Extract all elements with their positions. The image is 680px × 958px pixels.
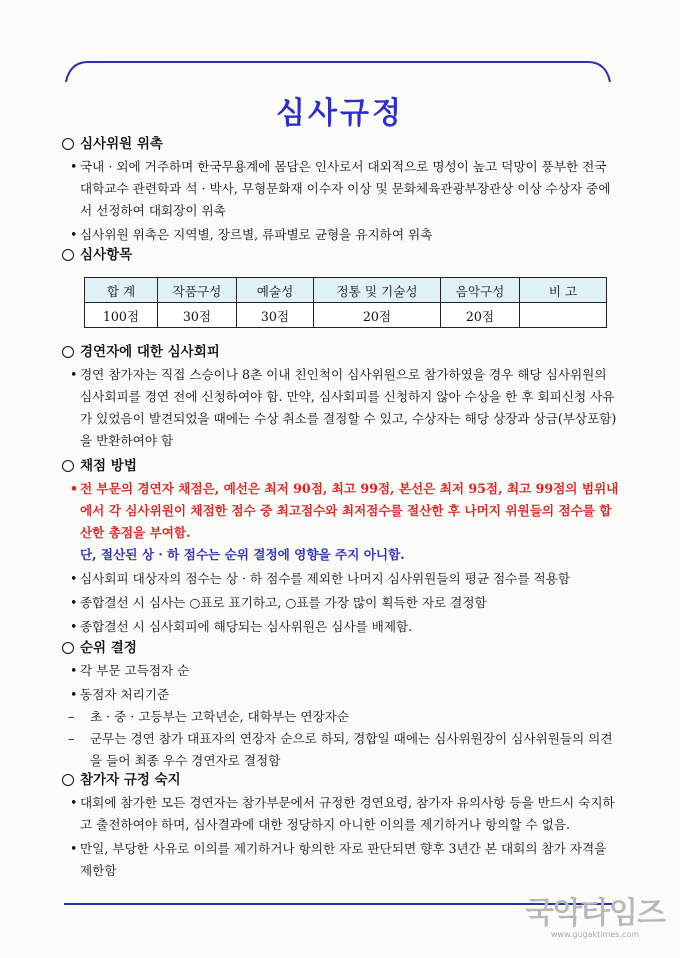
top-frame-line bbox=[64, 58, 612, 82]
section-participant-rules bbox=[62, 770, 622, 882]
bullet-dot-icon: • bbox=[70, 663, 78, 678]
section-judge-recusal bbox=[62, 342, 622, 452]
sub-item: – 초 · 중 · 고등부는 고학년순, 대학부는 연장자순 bbox=[62, 706, 622, 728]
list-item: • 종합결선 시 심사는 ○표로 표기하고, ○표를 가장 많이 획득한 자로 결정함 bbox=[62, 592, 622, 614]
table-cell: 30점 bbox=[158, 303, 237, 328]
table-header-cell: 비 고 bbox=[520, 278, 607, 303]
circle-bullet-icon bbox=[62, 346, 74, 358]
table-row bbox=[85, 303, 607, 328]
bullet-dot-icon: • bbox=[70, 227, 78, 242]
circle-bullet-icon bbox=[62, 460, 74, 472]
list-item: • 경연 참가자는 직접 스승이나 8촌 이내 친인척이 심사위원으로 참가하였을 경우 해당 심사위원의 심사회피를 경연 전에 신청하여야 함. 만약, 심사회피를 신청하지 않아 수상을 한 후 회피신청 사유가 있었음이 발견되었을 때에는 수상 취소를 결정할 수 있고, 수상자는 해당 상장과 상금(부상포함)을 반환하여야 함 bbox=[62, 364, 622, 452]
table-header-cell: 예술성 bbox=[237, 278, 314, 303]
table-header-cell: 합 계 bbox=[85, 278, 158, 303]
circle-bullet-icon bbox=[62, 774, 74, 786]
section-heading: 참가자 규정 숙지 bbox=[80, 772, 181, 788]
list-item: • 심사회피 대상자의 점수는 상 · 하 점수를 제외한 나머지 심사위원들의 평균 점수를 적용함 bbox=[62, 568, 622, 590]
circle-bullet-icon bbox=[62, 249, 74, 261]
circle-bullet-icon bbox=[62, 642, 74, 654]
watermark-url: www.gugaktimes.com bbox=[550, 930, 640, 939]
bullet-dot-icon: • bbox=[70, 159, 78, 174]
list-item: • 동점자 처리기준 bbox=[62, 684, 622, 706]
table-cell: 20점 bbox=[441, 303, 520, 328]
table-header-cell: 음악구성 bbox=[441, 278, 520, 303]
list-item: • 국내 · 외에 거주하며 한국무용계에 몸담은 인사로서 대외적으로 명성이 높고 덕망이 풍부한 전국 대학교수 관련학과 석 · 박사, 무형문화재 이수자 이상 및 문화체육관광부장관상 이상 수상자 중에서 선정하여 대회장이 위촉 bbox=[62, 156, 622, 222]
dash-icon: – bbox=[68, 709, 75, 724]
section-heading: 심사항목 bbox=[80, 247, 133, 263]
watermark-logo bbox=[524, 898, 666, 940]
sub-item: – 군무는 경연 참가 대표자의 연장자 순으로 하되, 경합일 때에는 심사위원장이 심사위원들의 의견을 들어 최종 우수 경연자로 결정함 bbox=[62, 728, 622, 772]
table-header-row bbox=[85, 278, 607, 303]
section-judging-criteria bbox=[62, 245, 622, 265]
list-item: • 심사위원 위촉은 지역별, 장르별, 류파별로 균형을 유지하여 위촉 bbox=[62, 224, 622, 246]
table-cell: 100점 bbox=[85, 303, 158, 328]
list-item: • 만일, 부당한 사유로 이의를 제기하거나 항의한 자로 판단되면 향후 3년간 본 대회의 참가 자격을 제한함 bbox=[62, 838, 622, 882]
bullet-dot-icon: • bbox=[70, 571, 78, 586]
bullet-dot-icon: • bbox=[70, 619, 78, 634]
list-item: • 각 부문 고득점자 순 bbox=[62, 660, 622, 682]
table-cell bbox=[520, 303, 607, 328]
table-header-cell: 정통 및 기술성 bbox=[314, 278, 441, 303]
list-item: • 종합결선 시 심사회피에 해당되는 심사위원은 심사를 배제함. bbox=[62, 616, 622, 638]
page-title: 심사규정 bbox=[276, 96, 404, 131]
circle-bullet-icon bbox=[62, 138, 74, 150]
score-table bbox=[84, 277, 607, 328]
section-heading: 경연자에 대한 심사회피 bbox=[80, 344, 220, 360]
bullet-dot-icon: • bbox=[70, 687, 78, 702]
list-item: • 대회에 참가한 모든 경연자는 참가부문에서 규정한 경연요령, 참가자 유의사항 등을 반드시 숙지하고 출전하여야 하며, 심사결과에 대한 정당하지 아니한 이의를 제기하거나 항의할 수 없음. bbox=[62, 792, 622, 836]
bullet-dot-icon: • bbox=[70, 481, 79, 496]
watermark-name: 국악타임즈 bbox=[525, 896, 665, 931]
bullet-dot-icon: • bbox=[70, 367, 78, 382]
section-judge-appointment bbox=[62, 134, 622, 246]
table-header-cell: 작품구성 bbox=[158, 278, 237, 303]
section-heading: 순위 결정 bbox=[80, 640, 137, 656]
note-text: 단, 절산된 상 · 하 점수는 순위 결정에 영향을 주지 아니함. bbox=[80, 547, 405, 562]
section-ranking bbox=[62, 638, 622, 772]
section-heading: 심사위원 위촉 bbox=[80, 136, 163, 152]
bullet-dot-icon: • bbox=[70, 841, 78, 856]
section-heading: 채점 방법 bbox=[80, 458, 137, 474]
bullet-dot-icon: • bbox=[70, 595, 78, 610]
bullet-dot-icon: • bbox=[70, 795, 78, 810]
table-cell: 30점 bbox=[237, 303, 314, 328]
table-cell: 20점 bbox=[314, 303, 441, 328]
dash-icon: – bbox=[68, 731, 75, 746]
list-item-highlight: • 전 부문의 경연자 채점은, 예선은 최저 90점, 최고 99점, 본선은 최저 95점, 최고 99점의 범위내에서 각 심사위원이 채점한 점수 중 최고점수와 최저점수를 절산한 후 나머지 위원들의 점수를 합산한 총점을 부여함. bbox=[62, 478, 622, 544]
section-scoring-method bbox=[62, 456, 622, 638]
